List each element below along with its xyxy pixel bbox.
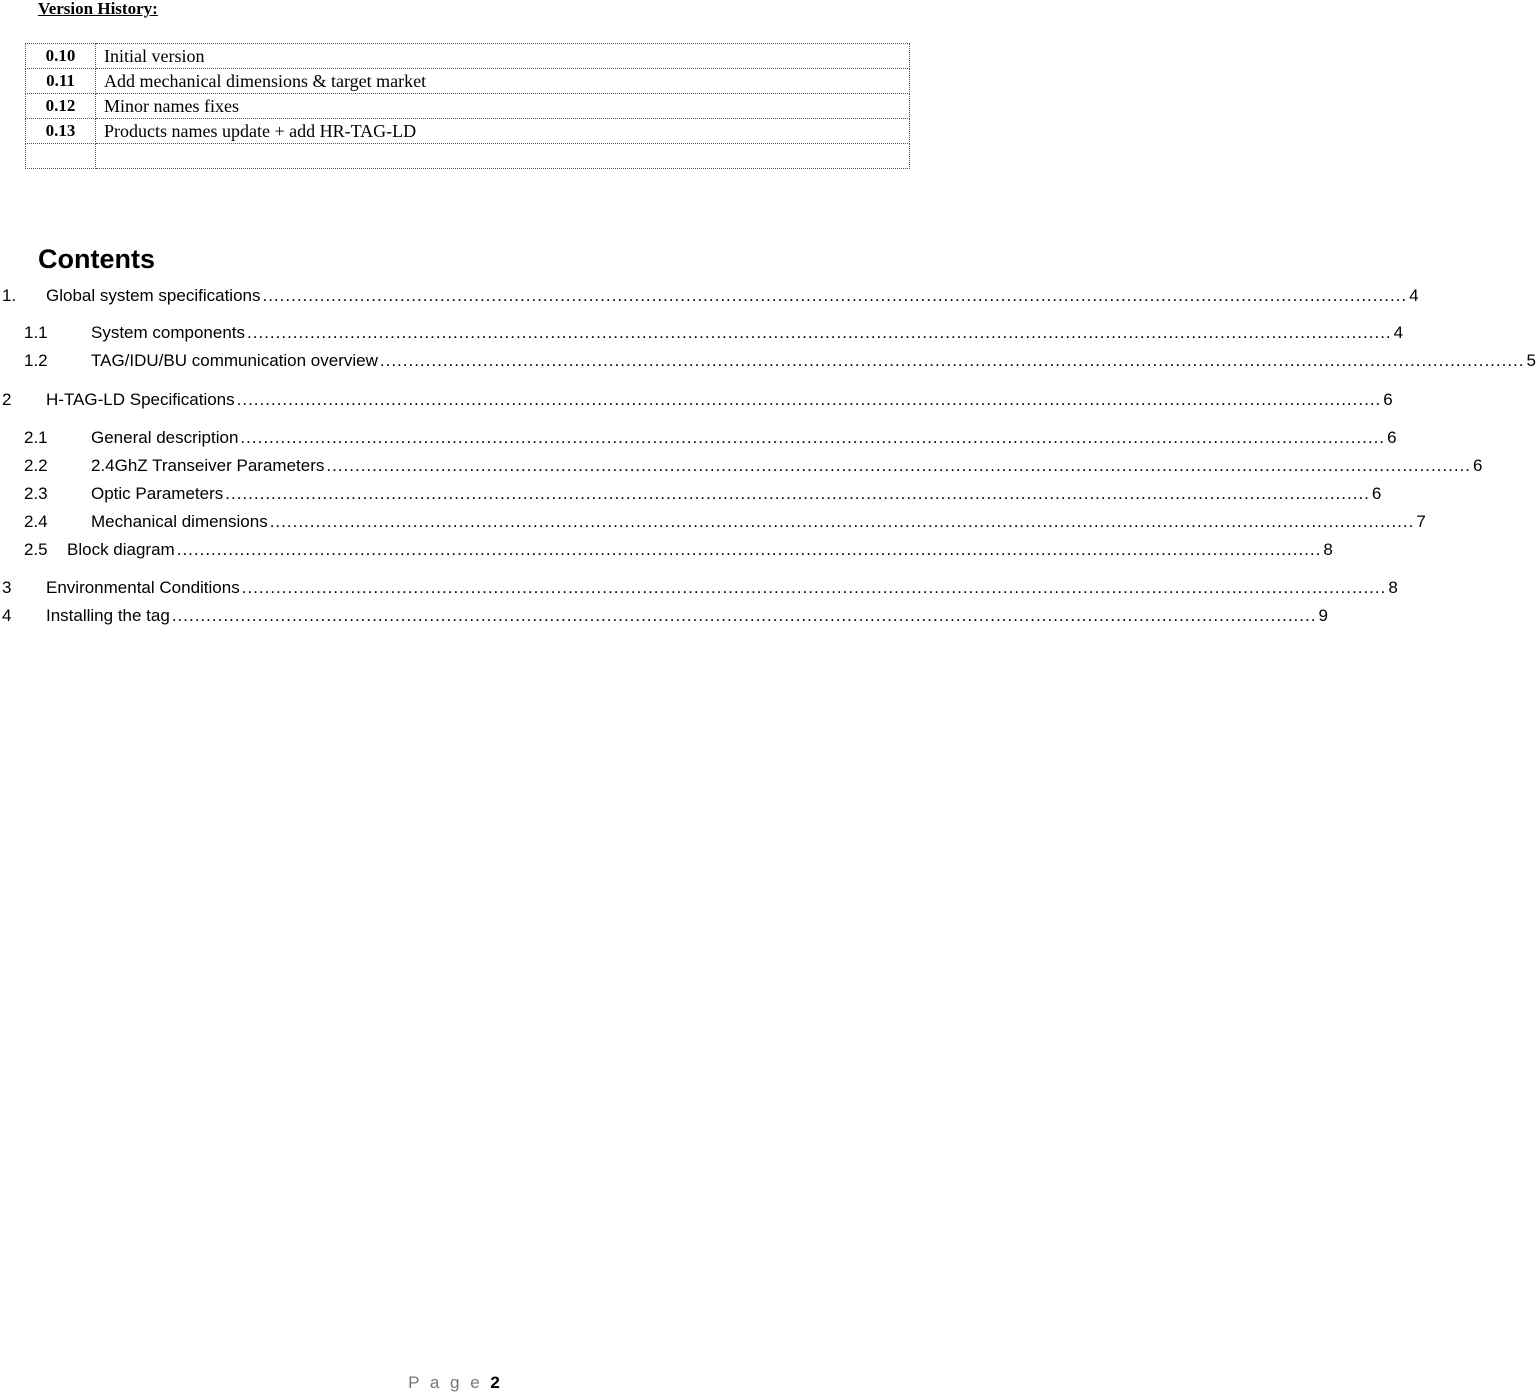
toc-leader: ........................................................................................................................................................................................................ bbox=[241, 578, 1387, 597]
table-row bbox=[26, 69, 910, 94]
toc-entry[interactable] bbox=[0, 538, 1333, 562]
toc-leader: ........................................................................................................................................................................................................ bbox=[269, 512, 1415, 531]
toc-entry[interactable] bbox=[0, 604, 1328, 628]
toc-entry-title: H-TAG-LD Specifications bbox=[46, 390, 235, 409]
toc-leader: ........................................................................................................................................................................................................ bbox=[225, 484, 1370, 503]
version-cell: 0.13 bbox=[26, 119, 96, 144]
toc-leader: ........................................................................................................................................................................................................ bbox=[326, 456, 1472, 475]
page-number: 2 bbox=[490, 1373, 503, 1392]
toc-entry-number: 2.5 bbox=[24, 540, 48, 559]
toc-entry-number: 2.4 bbox=[24, 512, 48, 531]
version-cell: 0.12 bbox=[26, 94, 96, 119]
toc-entry[interactable] bbox=[0, 482, 1382, 506]
toc-entry[interactable] bbox=[0, 321, 1404, 345]
page-footer bbox=[0, 1373, 911, 1393]
toc-entry-number: 2 bbox=[2, 390, 12, 409]
toc-leader: ........................................................................................................................................................................................................ bbox=[171, 606, 1317, 625]
version-history-title: Version History: bbox=[38, 0, 158, 18]
toc-entry-number: 1.1 bbox=[24, 323, 48, 342]
toc-entry-title: Global system specifications bbox=[46, 286, 261, 305]
toc-entry-number: 4 bbox=[2, 606, 12, 625]
table-row bbox=[26, 44, 910, 69]
toc-entry-number: 1.2 bbox=[24, 351, 48, 370]
description-cell: Add mechanical dimensions & target market bbox=[96, 69, 910, 94]
version-cell: 0.11 bbox=[26, 69, 96, 94]
description-cell: Minor names fixes bbox=[96, 94, 910, 119]
toc-entry-page: 9 bbox=[1318, 606, 1328, 625]
table-row bbox=[26, 144, 910, 169]
toc-entry-title: 2.4GhZ Transeiver Parameters bbox=[91, 456, 325, 475]
toc-entry-page: 6 bbox=[1383, 390, 1393, 409]
toc-entry-number: 2.1 bbox=[24, 428, 48, 447]
toc-leader: ........................................................................................................................................................................................................ bbox=[236, 390, 1382, 409]
toc-leader: ........................................................................................................................................................................................................ bbox=[247, 323, 1392, 342]
toc-leader: ........................................................................................................................................................................................................ bbox=[262, 286, 1408, 305]
table-row bbox=[26, 119, 910, 144]
toc-entry-page: 8 bbox=[1388, 578, 1398, 597]
toc-leader: ........................................................................................................................................................................................................ bbox=[176, 540, 1322, 559]
toc-entry-title: Block diagram bbox=[67, 540, 175, 559]
page-label: P a g e bbox=[408, 1373, 483, 1392]
toc-entry-page: 6 bbox=[1387, 428, 1397, 447]
contents-title: Contents bbox=[38, 244, 155, 274]
toc-entry-title: System components bbox=[91, 323, 246, 342]
toc-leader: ........................................................................................................................................................................................................ bbox=[240, 428, 1386, 447]
toc-leader: ........................................................................................................................................................................................................ bbox=[379, 351, 1525, 370]
toc-entry-title: Environmental Conditions bbox=[46, 578, 240, 597]
toc-entry-page: 5 bbox=[1526, 351, 1536, 370]
toc-entry[interactable] bbox=[0, 349, 1536, 373]
toc-entry-number: 1. bbox=[2, 286, 17, 305]
table-row bbox=[26, 94, 910, 119]
toc-entry-page: 4 bbox=[1393, 323, 1404, 342]
toc-entry[interactable] bbox=[0, 426, 1397, 450]
toc-entry[interactable] bbox=[0, 454, 1483, 478]
toc-entry[interactable] bbox=[0, 510, 1426, 534]
version-history-table bbox=[25, 43, 910, 169]
toc-entry-number: 3 bbox=[2, 578, 12, 597]
version-cell: 0.10 bbox=[26, 44, 96, 69]
toc-entry-title: General description bbox=[91, 428, 239, 447]
toc-entry[interactable] bbox=[0, 284, 1419, 308]
toc-entry-page: 6 bbox=[1371, 484, 1382, 503]
toc-entry-title: Optic Parameters bbox=[91, 484, 224, 503]
toc-entry[interactable] bbox=[0, 388, 1393, 412]
toc-entry-title: Installing the tag bbox=[46, 606, 170, 625]
toc-entry-page: 6 bbox=[1473, 456, 1483, 475]
toc-entry-title: Mechanical dimensions bbox=[91, 512, 268, 531]
toc-entry-page: 7 bbox=[1416, 512, 1426, 531]
description-cell: Products names update + add HR-TAG-LD bbox=[96, 119, 910, 144]
toc-entry-page: 4 bbox=[1409, 286, 1419, 305]
toc-entry-number: 2.2 bbox=[24, 456, 48, 475]
toc-entry-title: TAG/IDU/BU communication overview bbox=[91, 351, 378, 370]
description-cell bbox=[96, 144, 910, 169]
toc-entry-number: 2.3 bbox=[24, 484, 48, 503]
description-cell: Initial version bbox=[96, 44, 910, 69]
toc-entry-page: 8 bbox=[1323, 540, 1333, 559]
version-cell bbox=[26, 144, 96, 169]
toc-entry[interactable] bbox=[0, 576, 1398, 600]
